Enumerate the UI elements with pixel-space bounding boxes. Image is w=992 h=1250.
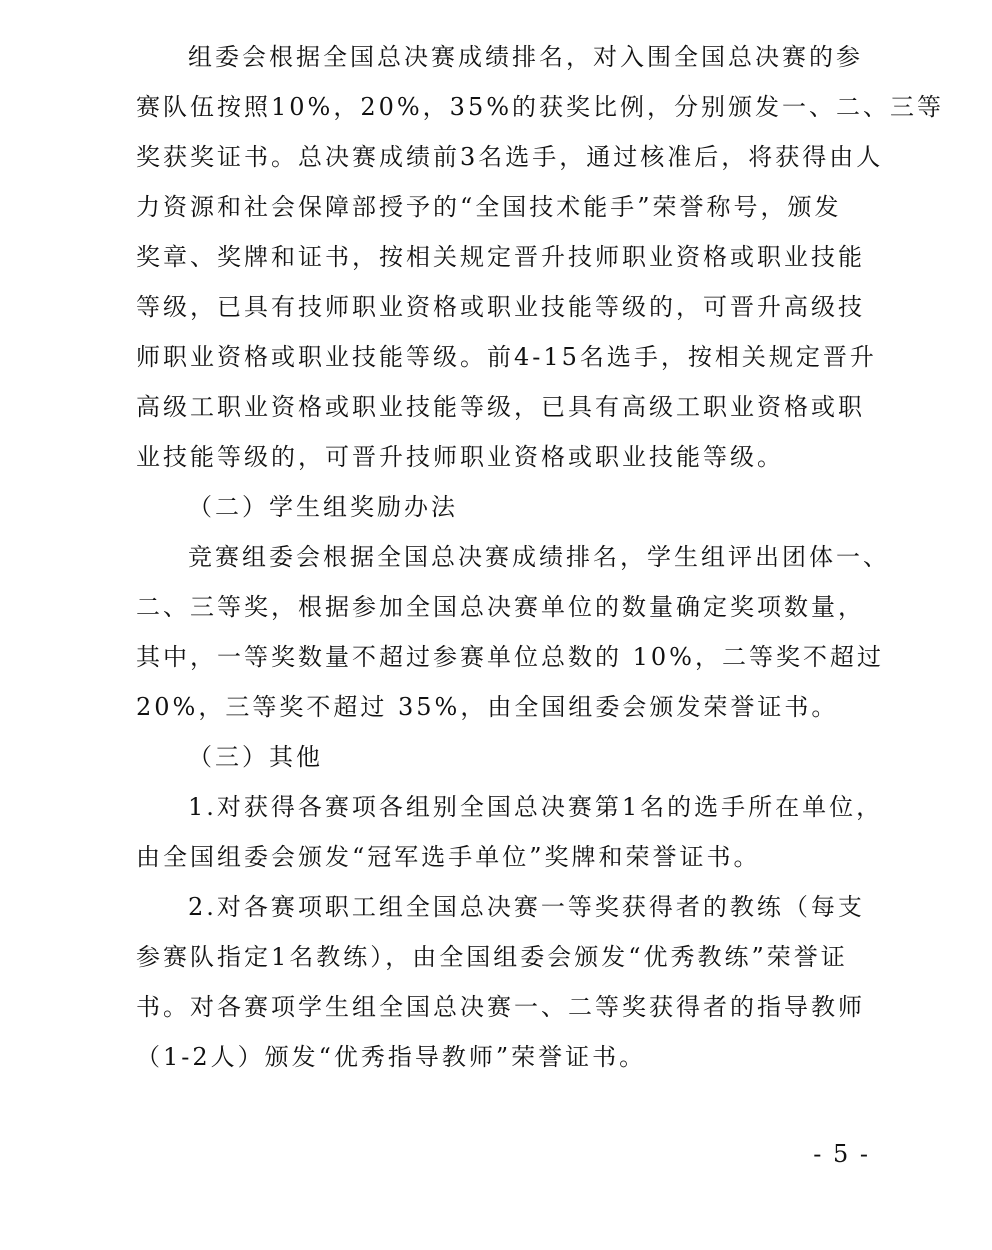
text-line: 奖章、奖牌和证书，按相关规定晋升技师职业资格或职业技能 [136,243,865,271]
text-line: 其中，一等奖数量不超过参赛单位总数的 10%，二等奖不超过 [136,643,884,671]
document-body [136,32,945,1082]
text-line: 高级工职业资格或职业技能等级，已具有高级工职业资格或职 [136,393,865,421]
text-line: 书。对各赛项学生组全国总决赛一、二等奖获得者的指导教师 [136,993,865,1021]
section-heading: （三）其他 [188,743,323,771]
section-heading-other [136,732,876,782]
text-line: 竞赛组委会根据全国总决赛成绩排名，学生组评出团体一、 [188,543,890,571]
text-line: 由全国组委会颁发“冠军选手单位”奖牌和荣誉证书。 [136,843,761,871]
text-line: 业技能等级的，可晋升技师职业资格或职业技能等级。 [136,443,784,471]
text-line: 赛队伍按照10%，20%，35%的获奖比例，分别颁发一、二、三等 [136,93,945,121]
text-line: 二、三等奖，根据参加全国总决赛单位的数量确定奖项数量， [136,593,865,621]
page-number: - 5 - [813,1140,870,1168]
text-line: （1-2人）颁发“优秀指导教师”荣誉证书。 [136,1043,647,1071]
other-item-1-paragraph [136,782,884,882]
other-item-2-paragraph [136,882,876,1082]
text-line: 师职业资格或职业技能等级。前4-15名选手，按相关规定晋升 [136,343,877,371]
text-line: 组委会根据全国总决赛成绩排名，对入围全国总决赛的参 [188,43,863,71]
section-heading: （二）学生组奖励办法 [188,493,458,521]
student-awards-paragraph [136,532,890,732]
text-line: 1.对获得各赛项各组别全国总决赛第1名的选手所在单位， [188,793,884,821]
award-ranking-paragraph [136,32,945,482]
text-line: 奖获奖证书。总决赛成绩前3名选手，通过核准后，将获得由人 [136,143,884,171]
text-line: 等级，已具有技师职业资格或职业技能等级的，可晋升高级技 [136,293,865,321]
text-line: 力资源和社会保障部授予的“全国技术能手”荣誉称号，颁发 [136,193,842,221]
section-heading-student-awards [136,482,876,532]
text-line: 参赛队指定1名教练），由全国组委会颁发“优秀教练”荣誉证 [136,943,848,971]
text-line: 2.对各赛项职工组全国总决赛一等奖获得者的教练（每支 [188,893,865,921]
text-line: 20%，三等奖不超过 35%，由全国组委会颁发荣誉证书。 [136,693,839,721]
